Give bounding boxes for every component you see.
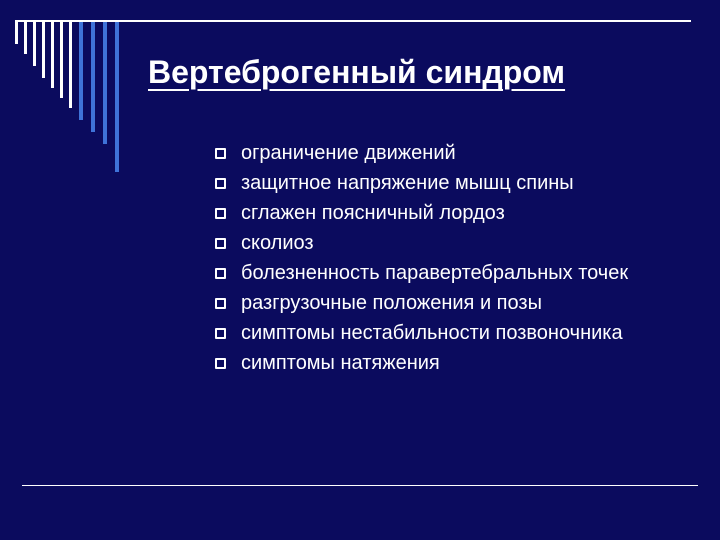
hollow-square-icon [215,298,226,309]
hollow-square-icon [215,148,226,159]
decorative-stripe [115,22,119,172]
bullet-text: симптомы нестабильности позвоночника [241,322,623,344]
bullet-text: симптомы натяжения [241,352,440,374]
hollow-square-icon [215,358,226,369]
bullet-text: разгрузочные положения и позы [241,292,542,314]
bullet-item [215,231,685,255]
bullet-text: защитное напряжение мышц спины [241,172,574,194]
bullet-text: болезненность паравертебральных точек [241,262,629,284]
hollow-square-icon [215,328,226,339]
slide-title: Вертеброгенный синдром [148,54,566,90]
bullet-text: сглажен поясничный лордоз [241,202,505,224]
bullet-text: ограничение движений [241,142,456,164]
bullet-item [215,321,685,345]
decorative-stripe [69,22,72,108]
hollow-square-icon [215,208,226,219]
bullet-item [215,141,685,165]
decorative-stripe [33,22,36,66]
decorative-stripe [60,22,63,98]
decorative-stripes [15,22,125,172]
decorative-stripe [51,22,54,88]
bullet-item [215,261,685,285]
bullet-item [215,351,685,375]
decorative-stripe [91,22,95,132]
bullet-list [215,141,685,381]
hollow-square-icon [215,268,226,279]
hollow-square-icon [215,238,226,249]
decorative-stripe [24,22,27,54]
decorative-stripe-group [15,22,119,172]
bottom-divider-line [22,485,698,486]
bullet-item [215,201,685,225]
decorative-stripe [15,22,18,44]
bullet-text: сколиоз [241,232,314,254]
decorative-stripe [103,22,107,144]
bullet-item [215,291,685,315]
bullet-item [215,171,685,195]
decorative-stripe [79,22,83,120]
hollow-square-icon [215,178,226,189]
decorative-stripe [42,22,45,78]
